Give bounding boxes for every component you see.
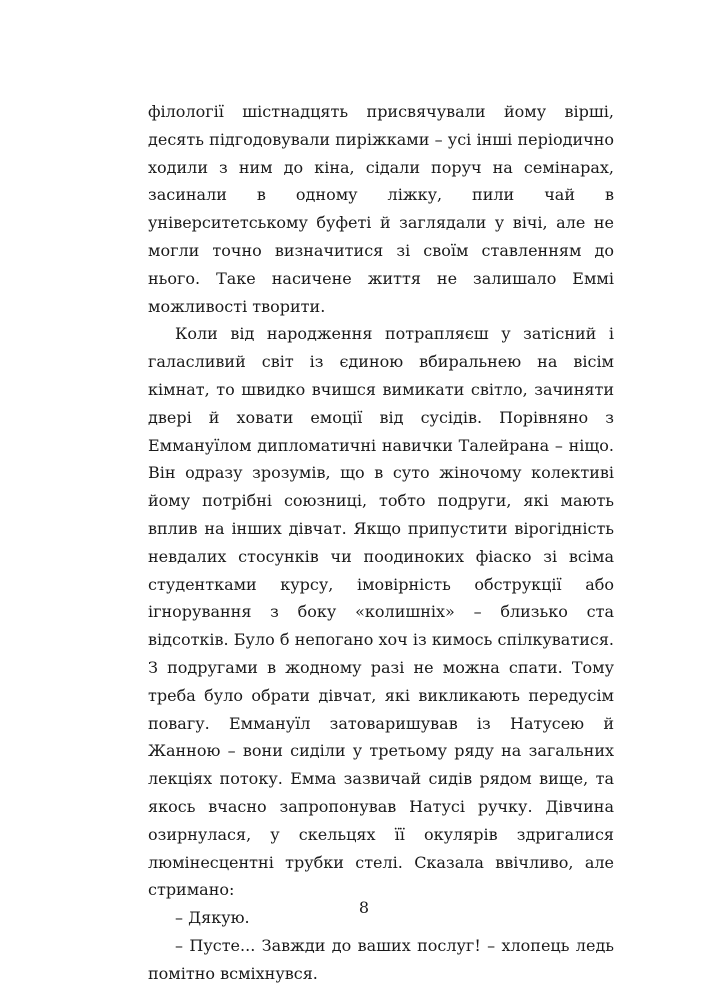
body-text [148, 98, 614, 988]
paragraph-main: Коли від народження потрапляєш у затісний і галасливий світ із єдиною вбиральнею на вісім кімнат, то швидко вчишся вимикати світло, зачиняти двері й ховати емоції від сусідів. Порівняно з Еммануїлом дипломатичні навички Талейрана – ніщо. Він одразу зрозумів, що в суто жіночому колективі йому потрібні союзниці, тобто подруги, які мають вплив на інших дівчат. Якщо припустити вірогідність невдалих стосунків чи поодиноких фіаско зі всіма студентками курсу, імовірність обструкції або ігнорування з боку «колишніх» – близько ста відсотків. Було б непогано хоч із кимось спілкуватися. З подругами в жодному разі не можна спати. Тому треба було обрати дівчат, які викликають передусім повагу. Еммануїл затоваришував із Натусею й Жанною – вони сиділи у третьому ряду на загальних лекціях потоку. Емма зазвичай сидів рядом вище, та якось вчасно запропонував Натусі ручку. Дівчина озирнулася, у скельцях її окулярів здригалися люмінесцентні трубки стелі. Сказала ввічливо, але стримано: [148, 324, 614, 900]
dialogue-line-thanks: – Дякую. [175, 908, 250, 928]
paragraph-continuation: філології шістнадцять присвячували йому вірші, десять підгодовували пиріжками – усі інші періодично ходили з ним до кіна, сідали поруч на семінарах, засинали в одному ліжку, пили чай в університетському буфеті й заглядали у вічі, але не могли точно визначитися зі своїм ставленням до нього. Таке насичене життя не залишало Еммі можливості творити. [148, 102, 614, 316]
page-number: 8 [358, 898, 370, 917]
dialogue-line-reply: – Пусте... Завжди до ваших послуг! – хлопець ледь помітно всміхнувся. [148, 935, 614, 983]
